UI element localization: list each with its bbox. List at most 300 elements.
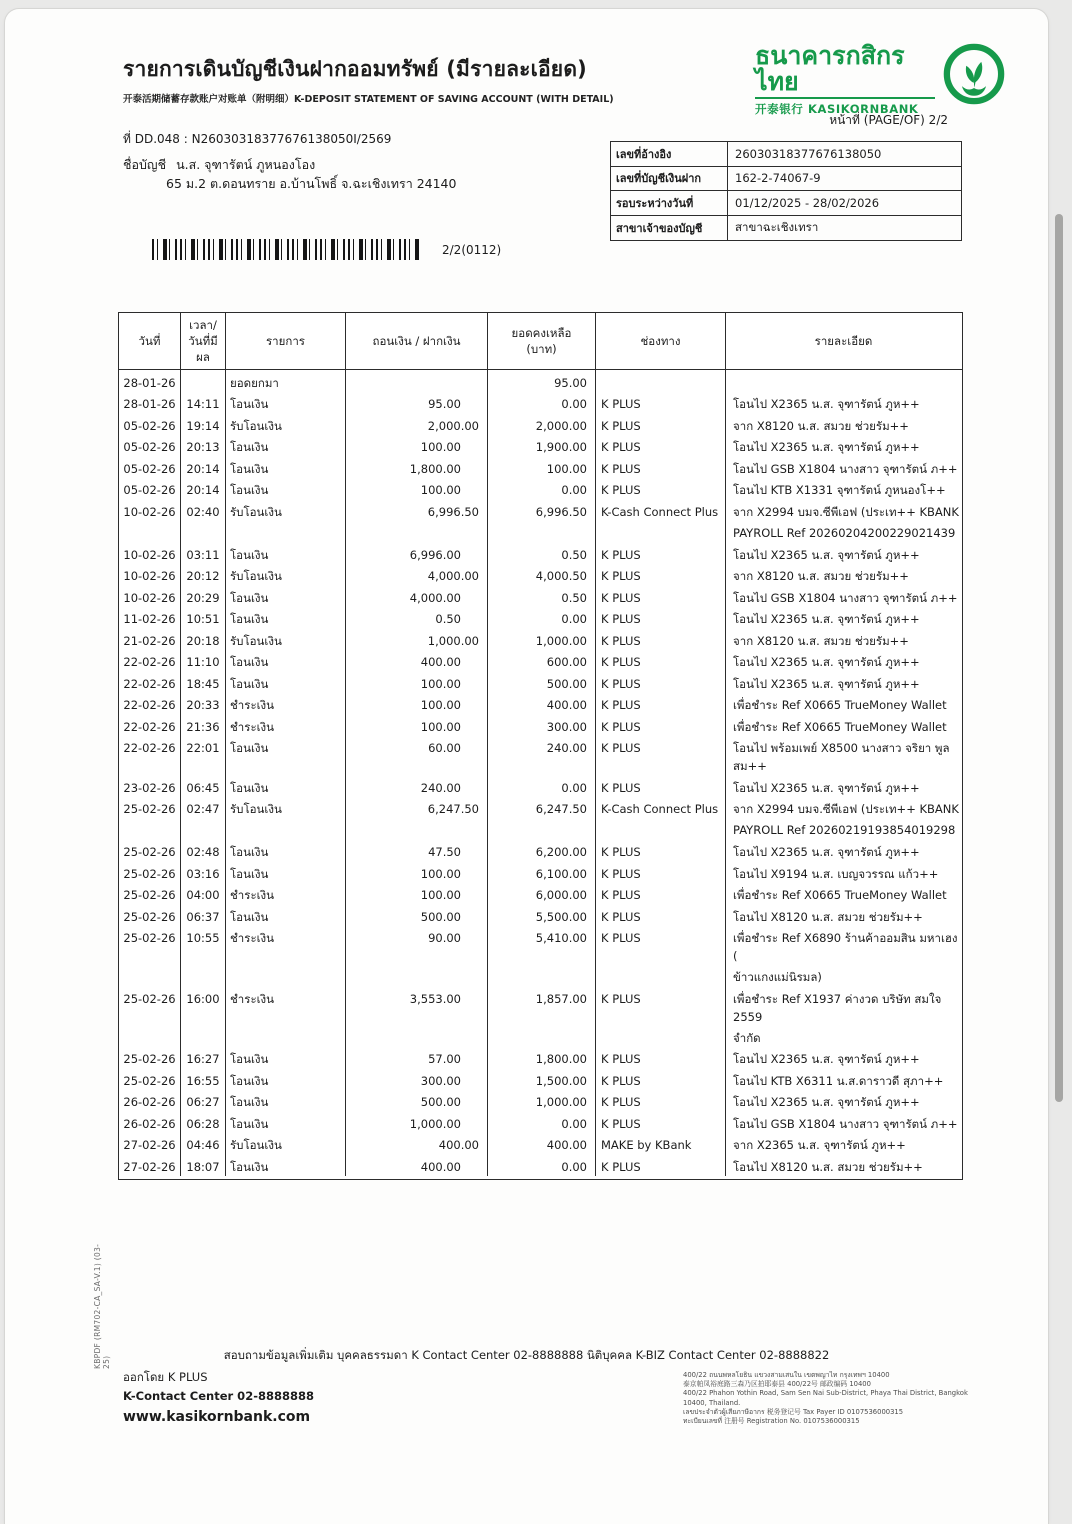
page-subtitle: 开泰活期储蓄存款账户对账单（附明细）K-DEPOSIT STATEMENT OF SAVING ACCOUNT (WITH DETAIL) <box>123 94 614 105</box>
cell-time: 20:33 <box>181 693 226 715</box>
info-row <box>611 216 961 241</box>
cell-time: 20:12 <box>181 564 226 586</box>
detail-line1: เพื่อชำระ Ref X0665 TrueMoney Wallet <box>733 698 947 712</box>
cell-balance: 5,500.00 <box>488 904 596 926</box>
cell-date: 28-01-26 <box>119 392 181 414</box>
cell-date: 23-02-26 <box>119 775 181 797</box>
table-row <box>119 478 962 500</box>
cell-description: โอนเงิน <box>226 904 346 926</box>
cell-detail <box>726 797 961 840</box>
document-number: ที่ DD.048 : N26030318377676138050I/2569 <box>123 132 392 146</box>
cell-balance: 5,410.00 <box>488 926 596 987</box>
table-row <box>119 797 962 840</box>
table-row <box>119 926 962 987</box>
detail-line1: โอนไป X2365 น.ส. จุฑารัตน์ ภูห++ <box>733 676 920 691</box>
cell-balance: 1,857.00 <box>488 986 596 1047</box>
cell-date: 05-02-26 <box>119 413 181 435</box>
cell-time <box>181 370 226 392</box>
cell-date: 27-02-26 <box>119 1133 181 1155</box>
detail-line1: โอนไป KTB X1331 จุฑารัตน์ ภูหนองโ++ <box>733 483 946 497</box>
cell-amount: 100.00 <box>346 861 488 883</box>
cell-time: 19:14 <box>181 413 226 435</box>
detail-line1: จาก X8120 น.ส. สมวย ช่วยรัม++ <box>733 569 909 583</box>
footer-contact-line: สอบถามข้อมูลเพิ่มเติม บุคคลธรรมดา K Contact Center 02-8888888 นิติบุคคล K-BIZ Contact Center 02-8888822 <box>223 1348 830 1362</box>
cell-channel <box>596 370 726 392</box>
table-header-row <box>119 313 962 370</box>
detail-line1: จาก X2365 น.ส. จุฑารัตน์ ภูห++ <box>733 1138 906 1152</box>
cell-description: รับโอนเงิน <box>226 499 346 542</box>
cell-channel: K PLUS <box>596 883 726 905</box>
cell-detail <box>726 840 961 862</box>
cell-date: 25-02-26 <box>119 1047 181 1069</box>
cell-balance: 6,247.50 <box>488 797 596 840</box>
cell-description: รับโอนเงิน <box>226 413 346 435</box>
cell-description: โอนเงิน <box>226 650 346 672</box>
cell-amount: 1,800.00 <box>346 456 488 478</box>
cell-description: รับโอนเงิน <box>226 564 346 586</box>
cell-amount: 400.00 <box>346 1133 488 1155</box>
col-header-description: รายการ <box>226 313 346 369</box>
table-row <box>119 1111 962 1133</box>
cell-date: 25-02-26 <box>119 797 181 840</box>
cell-detail <box>726 650 961 672</box>
detail-line1: จาก X8120 น.ส. สมวย ช่วยรัม++ <box>733 633 909 648</box>
detail-line1: โอนไป X2365 น.ส. จุฑารัตน์ ภูห++ <box>733 845 920 859</box>
detail-line1: เพื่อชำระ Ref X0665 TrueMoney Wallet <box>733 719 947 734</box>
form-code-label: KBPDF (RM702-CA_SA-V.1) (03-25) <box>93 1243 111 1369</box>
cell-time: 02:47 <box>181 797 226 840</box>
cell-balance: 1,500.00 <box>488 1068 596 1090</box>
detail-line1: โอนไป X2365 น.ส. จุฑารัตน์ ภูห++ <box>733 655 920 669</box>
detail-line1: โอนไป GSB X1804 นางสาว จุฑารัตน์ ภ++ <box>733 590 958 605</box>
cell-channel: K PLUS <box>596 861 726 883</box>
table-row <box>119 775 962 797</box>
cell-detail <box>726 1090 961 1112</box>
cell-description: โอนเงิน <box>226 478 346 500</box>
cell-balance: 1,000.00 <box>488 1090 596 1112</box>
cell-description: โอนเงิน <box>226 392 346 414</box>
table-row <box>119 1133 962 1155</box>
bank-website: www.kasikornbank.com <box>123 1409 311 1425</box>
detail-line2: PAYROLL Ref 20260204200229021439 <box>733 525 956 540</box>
cell-time: 20:29 <box>181 585 226 607</box>
cell-balance: 1,900.00 <box>488 435 596 457</box>
cell-detail <box>726 456 961 478</box>
cell-time: 02:40 <box>181 499 226 542</box>
detail-line1: โอนไป X2365 น.ส. จุฑารัตน์ ภูห++ <box>733 1052 920 1066</box>
cell-time: 21:36 <box>181 714 226 736</box>
cell-description: ยอดยกมา <box>226 370 346 392</box>
detail-line1: โอนไป X8120 น.ส. สมวย ช่วยรัม++ <box>733 909 923 924</box>
cell-date: 10-02-26 <box>119 564 181 586</box>
cell-amount: 6,996.50 <box>346 499 488 542</box>
col-header-amount: ถอนเงิน / ฝากเงิน <box>346 313 488 369</box>
table-row <box>119 628 962 650</box>
table-row <box>119 1154 962 1176</box>
cell-detail <box>726 392 961 414</box>
cell-balance: 100.00 <box>488 456 596 478</box>
table-row <box>119 585 962 607</box>
cell-description: โอนเงิน <box>226 435 346 457</box>
cell-balance: 600.00 <box>488 650 596 672</box>
cell-balance: 400.00 <box>488 1133 596 1155</box>
cell-time: 06:28 <box>181 1111 226 1133</box>
account-block <box>123 155 456 193</box>
cell-description: โอนเงิน <box>226 1047 346 1069</box>
info-value: สาขาฉะเชิงเทรา <box>735 219 819 234</box>
cell-time: 06:27 <box>181 1090 226 1112</box>
page-number: หน้าที่ (PAGE/OF) 2/2 <box>829 113 948 127</box>
cell-description: โอนเงิน <box>226 585 346 607</box>
table-row <box>119 693 962 715</box>
detail-line2: PAYROLL Ref 20260219193854019298 <box>733 823 956 837</box>
cell-detail <box>726 714 961 736</box>
cell-amount <box>346 370 488 392</box>
cell-detail <box>726 671 961 693</box>
table-row <box>119 671 962 693</box>
issued-by: ออกโดย K PLUS <box>123 1370 208 1384</box>
cell-amount: 100.00 <box>346 883 488 905</box>
table-row <box>119 564 962 586</box>
cell-balance: 4,000.50 <box>488 564 596 586</box>
cell-detail <box>726 1133 961 1155</box>
cell-detail <box>726 585 961 607</box>
cell-detail <box>726 693 961 715</box>
cell-balance: 1,800.00 <box>488 1047 596 1069</box>
cell-date: 05-02-26 <box>119 435 181 457</box>
detail-line1: โอนไป X2365 น.ส. จุฑารัตน์ ภูห++ <box>733 612 920 626</box>
cell-time: 20:14 <box>181 478 226 500</box>
cell-amount: 100.00 <box>346 714 488 736</box>
info-label: สาขาเจ้าของบัญชี <box>611 216 728 241</box>
detail-line1: โอนไป X8120 น.ส. สมวย ช่วยรัม++ <box>733 1159 923 1174</box>
address-line: 泰京帕凤裕庭路三森乃区拍耶泰县 400/22号 邮政编码 10400 <box>683 1380 871 1389</box>
bank-name <box>755 43 935 117</box>
cell-balance: 400.00 <box>488 693 596 715</box>
bank-name-sub: 开泰银行 KASIKORNBANK <box>755 102 919 116</box>
cell-detail <box>726 1111 961 1133</box>
bank-brand <box>755 43 1005 117</box>
cell-amount: 1,000.00 <box>346 628 488 650</box>
detail-line1: โอนไป พร้อมเพย์ X8500 นางสาว จริยา พูลสม++ <box>733 741 950 773</box>
cell-balance: 0.00 <box>488 478 596 500</box>
account-address: 65 ม.2 ต.ดอนทราย อ.บ้านโพธิ์ จ.ฉะเชิงเทรา 24140 <box>166 176 457 191</box>
detail-line1: โอนไป X2365 น.ส. จุฑารัตน์ ภูห++ <box>733 1095 920 1109</box>
info-row <box>611 167 961 192</box>
cell-channel: K PLUS <box>596 1047 726 1069</box>
cell-amount: 100.00 <box>346 693 488 715</box>
table-row <box>119 650 962 672</box>
address-line: ทะเบียนเลขที่ 注册号 Registration No. 0107536000315 <box>683 1417 860 1426</box>
cell-time: 18:45 <box>181 671 226 693</box>
info-row <box>611 142 961 167</box>
cell-amount: 0.50 <box>346 607 488 629</box>
cell-amount: 4,000.00 <box>346 585 488 607</box>
cell-description: ชำระเงิน <box>226 714 346 736</box>
account-name: น.ส. จุฑารัตน์ ภูหนองโอง <box>176 157 316 172</box>
table-row <box>119 499 962 542</box>
cell-channel: K PLUS <box>596 542 726 564</box>
cell-time: 14:11 <box>181 392 226 414</box>
cell-amount: 400.00 <box>346 650 488 672</box>
cell-channel: K PLUS <box>596 650 726 672</box>
cell-channel: K PLUS <box>596 671 726 693</box>
cell-balance: 2,000.00 <box>488 413 596 435</box>
info-value: 162-2-74067-9 <box>735 171 821 186</box>
cell-time: 10:51 <box>181 607 226 629</box>
cell-time: 16:55 <box>181 1068 226 1090</box>
cell-balance: 0.00 <box>488 392 596 414</box>
cell-amount: 60.00 <box>346 736 488 776</box>
cell-channel: K-Cash Connect Plus <box>596 499 726 542</box>
cell-amount: 240.00 <box>346 775 488 797</box>
cell-balance: 0.00 <box>488 1154 596 1176</box>
cell-balance: 1,000.00 <box>488 628 596 650</box>
cell-channel: K PLUS <box>596 478 726 500</box>
detail-line1: โอนไป GSB X1804 นางสาว จุฑารัตน์ ภ++ <box>733 461 958 476</box>
cell-amount: 400.00 <box>346 1154 488 1176</box>
cell-amount: 57.00 <box>346 1047 488 1069</box>
cell-detail <box>726 628 961 650</box>
detail-line1: จาก X2994 บมจ.ซีพีเอฟ (ประเท++ KBANK <box>733 802 959 816</box>
cell-date: 10-02-26 <box>119 542 181 564</box>
cell-date: 11-02-26 <box>119 607 181 629</box>
cell-amount: 500.00 <box>346 1090 488 1112</box>
cell-amount: 100.00 <box>346 671 488 693</box>
table-row <box>119 413 962 435</box>
cell-date: 25-02-26 <box>119 904 181 926</box>
cell-amount: 95.00 <box>346 392 488 414</box>
detail-line1: เพื่อชำระ Ref X0665 TrueMoney Wallet <box>733 888 947 902</box>
table-row <box>119 861 962 883</box>
cell-detail <box>726 1154 961 1176</box>
cell-date: 25-02-26 <box>119 840 181 862</box>
cell-amount: 6,247.50 <box>346 797 488 840</box>
cell-description: โอนเงิน <box>226 861 346 883</box>
cell-date: 28-01-26 <box>119 370 181 392</box>
detail-line1: โอนไป GSB X1804 นางสาว จุฑารัตน์ ภ++ <box>733 1116 958 1131</box>
account-info-box <box>610 141 962 241</box>
cell-detail <box>726 904 961 926</box>
detail-line2: ข้าวแกงแม่นิรมล) <box>733 970 822 984</box>
cell-balance: 240.00 <box>488 736 596 776</box>
table-row <box>119 1068 962 1090</box>
statement-page <box>5 9 1048 1524</box>
cell-date: 22-02-26 <box>119 714 181 736</box>
cell-description: รับโอนเงิน <box>226 628 346 650</box>
cell-time: 16:00 <box>181 986 226 1047</box>
info-label: เลขที่อ้างอิง <box>611 142 728 166</box>
cell-amount: 1,000.00 <box>346 1111 488 1133</box>
info-label: เลขที่บัญชีเงินฝาก <box>611 167 728 191</box>
col-header-channel: ช่องทาง <box>596 313 726 369</box>
cell-time: 06:37 <box>181 904 226 926</box>
cell-balance: 6,100.00 <box>488 861 596 883</box>
table-row <box>119 840 962 862</box>
cell-time: 18:07 <box>181 1154 226 1176</box>
detail-line1: โอนไป X2365 น.ส. จุฑารัตน์ ภูห++ <box>733 397 920 411</box>
info-value: 26030318377676138050 <box>735 146 882 161</box>
cell-channel: K PLUS <box>596 926 726 987</box>
cell-time: 06:45 <box>181 775 226 797</box>
cell-detail <box>726 861 961 883</box>
cell-channel: K PLUS <box>596 392 726 414</box>
address-line: 400/22 ถนนพหลโยธิน แขวงสามเสนใน เขตพญาไท กรุงเทพฯ 10400 <box>683 1371 890 1379</box>
cell-date: 25-02-26 <box>119 861 181 883</box>
detail-line1: โอนไป X2365 น.ส. จุฑารัตน์ ภูห++ <box>733 440 920 454</box>
table-row <box>119 1047 962 1069</box>
cell-date: 26-02-26 <box>119 1111 181 1133</box>
cell-channel: K PLUS <box>596 1068 726 1090</box>
address-line: 400/22 Phahon Yothin Road, Sam Sen Nai Sub-District, Phaya Thai District, Bangkok 10400, Thailand. <box>683 1389 968 1407</box>
page-title: รายการเดินบัญชีเงินฝากออมทรัพย์ (มีรายละเอียด) <box>123 57 587 81</box>
cell-amount: 2,000.00 <box>346 413 488 435</box>
cell-description: โอนเงิน <box>226 542 346 564</box>
cell-time: 20:18 <box>181 628 226 650</box>
table-row <box>119 607 962 629</box>
cell-balance: 6,200.00 <box>488 840 596 862</box>
cell-amount: 100.00 <box>346 478 488 500</box>
cell-time: 20:13 <box>181 435 226 457</box>
cell-detail <box>726 736 961 776</box>
cell-detail <box>726 1047 961 1069</box>
cell-balance: 500.00 <box>488 671 596 693</box>
cell-channel: K PLUS <box>596 904 726 926</box>
cell-balance: 0.00 <box>488 1111 596 1133</box>
detail-line1: เพื่อชำระ Ref X6890 ร้านค้าออมสิน มหาเฮง ( <box>733 931 958 963</box>
cell-detail <box>726 478 961 500</box>
cell-date: 10-02-26 <box>119 585 181 607</box>
cell-date: 22-02-26 <box>119 736 181 776</box>
detail-line1: โอนไป X2365 น.ส. จุฑารัตน์ ภูห++ <box>733 780 920 795</box>
cell-detail <box>726 607 961 629</box>
detail-line1: จาก X2994 บมจ.ซีพีเอฟ (ประเท++ KBANK <box>733 504 959 519</box>
barcode-caption: 2/2(0112) <box>442 243 502 257</box>
cell-amount: 100.00 <box>346 435 488 457</box>
cell-time: 11:10 <box>181 650 226 672</box>
table-row <box>119 456 962 478</box>
cell-time: 03:11 <box>181 542 226 564</box>
cell-detail <box>726 926 961 987</box>
cell-date: 21-02-26 <box>119 628 181 650</box>
cell-balance: 0.50 <box>488 585 596 607</box>
cell-date: 22-02-26 <box>119 693 181 715</box>
cell-balance: 95.00 <box>488 370 596 392</box>
cell-date: 25-02-26 <box>119 1068 181 1090</box>
cell-description: ชำระเงิน <box>226 926 346 987</box>
cell-balance: 0.00 <box>488 775 596 797</box>
cell-balance: 6,000.00 <box>488 883 596 905</box>
cell-detail <box>726 986 961 1047</box>
detail-line1: จาก X8120 น.ส. สมวย ช่วยรัม++ <box>733 418 909 433</box>
cell-channel: MAKE by KBank <box>596 1133 726 1155</box>
contact-center: K-Contact Center 02-8888888 <box>123 1389 314 1403</box>
cell-time: 03:16 <box>181 861 226 883</box>
cell-detail <box>726 1068 961 1090</box>
cell-channel: K PLUS <box>596 456 726 478</box>
footer-issuer-block <box>123 1369 314 1425</box>
cell-balance: 0.00 <box>488 607 596 629</box>
cell-description: โอนเงิน <box>226 736 346 776</box>
cell-description: รับโอนเงิน <box>226 797 346 840</box>
table-body <box>119 370 962 1179</box>
cell-channel: K PLUS <box>596 714 726 736</box>
account-name-label: ชื่อบัญชี <box>123 157 167 172</box>
cell-date: 05-02-26 <box>119 456 181 478</box>
cell-detail <box>726 435 961 457</box>
detail-line2: จำกัด <box>733 1030 761 1045</box>
cell-amount: 4,000.00 <box>346 564 488 586</box>
cell-detail <box>726 413 961 435</box>
cell-channel: K-Cash Connect Plus <box>596 797 726 840</box>
cell-date: 27-02-26 <box>119 1154 181 1176</box>
cell-date: 25-02-26 <box>119 926 181 987</box>
table-row <box>119 392 962 414</box>
cell-channel: K PLUS <box>596 736 726 776</box>
cell-date: 22-02-26 <box>119 650 181 672</box>
cell-description: โอนเงิน <box>226 607 346 629</box>
info-row <box>611 191 961 216</box>
cell-channel: K PLUS <box>596 986 726 1047</box>
cell-detail <box>726 883 961 905</box>
table-row <box>119 370 962 392</box>
transactions-table <box>118 312 963 1180</box>
cell-date: 25-02-26 <box>119 986 181 1047</box>
cell-channel: K PLUS <box>596 607 726 629</box>
table-row <box>119 435 962 457</box>
cell-description: โอนเงิน <box>226 671 346 693</box>
cell-time: 04:46 <box>181 1133 226 1155</box>
cell-time: 02:48 <box>181 840 226 862</box>
table-row <box>119 736 962 776</box>
col-header-balance: ยอดคงเหลือ (บาท) <box>488 313 596 369</box>
cell-description: โอนเงิน <box>226 1111 346 1133</box>
barcode <box>152 239 420 260</box>
cell-amount: 90.00 <box>346 926 488 987</box>
cell-detail <box>726 499 961 542</box>
cell-channel: K PLUS <box>596 435 726 457</box>
cell-description: โอนเงิน <box>226 1090 346 1112</box>
info-label: รอบระหว่างวันที่ <box>611 191 728 215</box>
bank-address-block <box>683 1371 973 1426</box>
detail-line1: โอนไป KTB X6311 น.ส.ดาราวดี สุภา++ <box>733 1073 944 1088</box>
cell-description: โอนเงิน <box>226 840 346 862</box>
cell-time: 20:14 <box>181 456 226 478</box>
bank-name-th: ธนาคารกสิกรไทย <box>755 43 935 99</box>
cell-channel: K PLUS <box>596 1154 726 1176</box>
col-header-detail: รายละเอียด <box>814 334 873 348</box>
table-row <box>119 904 962 926</box>
table-row <box>119 1090 962 1112</box>
detail-line1: โอนไป X2365 น.ส. จุฑารัตน์ ภูห++ <box>733 547 920 562</box>
title-block <box>123 53 614 105</box>
cell-channel: K PLUS <box>596 564 726 586</box>
table-row <box>119 883 962 905</box>
cell-date: 10-02-26 <box>119 499 181 542</box>
cell-channel: K PLUS <box>596 585 726 607</box>
cell-balance: 300.00 <box>488 714 596 736</box>
cell-date: 05-02-26 <box>119 478 181 500</box>
cell-description: รับโอนเงิน <box>226 1133 346 1155</box>
cell-channel: K PLUS <box>596 628 726 650</box>
scrollbar-thumb[interactable] <box>1055 214 1063 1102</box>
cell-channel: K PLUS <box>596 1090 726 1112</box>
table-row <box>119 542 962 564</box>
cell-amount: 300.00 <box>346 1068 488 1090</box>
cell-channel: K PLUS <box>596 413 726 435</box>
col-header-time: เวลา/ วันที่มีผล <box>181 313 226 369</box>
table-row <box>119 986 962 1047</box>
